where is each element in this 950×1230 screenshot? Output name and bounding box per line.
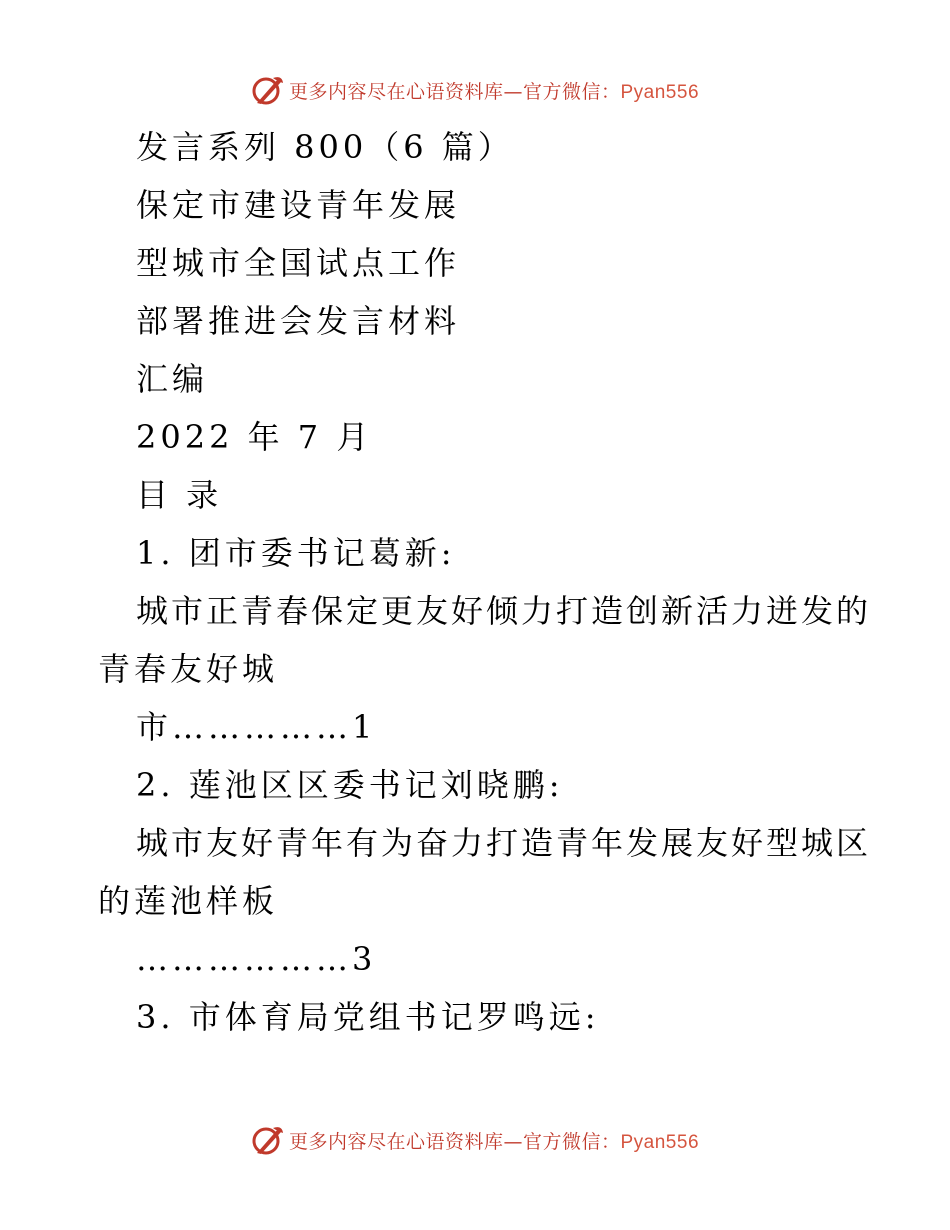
header-watermark — [0, 70, 950, 110]
series-title: 发言系列 800（6 篇） — [136, 128, 514, 166]
toc-entry-2-title: 城市友好青年有为奋力打造青年发展友好型城区 — [136, 824, 872, 862]
doc-date: 2022 年 7 月 — [136, 418, 373, 456]
toc-entry-1-heading: 1. 团市委书记葛新: — [136, 534, 456, 572]
doc-title-line-4: 汇编 — [136, 360, 209, 398]
footer-watermark — [0, 1120, 950, 1160]
doc-title-line-3: 部署推进会发言材料 — [136, 302, 461, 340]
quill-logo-icon — [251, 1123, 285, 1157]
toc-entry-2-heading: 2. 莲池区区委书记刘晓鹏: — [136, 766, 564, 804]
toc-entry-1-leader: 市……………1 — [136, 708, 377, 746]
watermark-text: 更多内容尽在心语资料库—官方微信：Pyan556 — [288, 80, 700, 103]
doc-title-line-1: 保定市建设青年发展 — [136, 186, 461, 224]
document-body — [98, 118, 872, 1046]
toc-entry-1-title-cont: 青春友好城 — [98, 650, 279, 688]
toc-entry-1-title: 城市正青春保定更友好倾力打造创新活力迸发的 — [136, 592, 872, 630]
quill-logo-icon — [251, 73, 285, 107]
toc-entry-2-title-cont: 的莲池样板 — [98, 882, 279, 920]
wechat-id: Pyan556 — [620, 1131, 700, 1153]
toc-heading: 目 录 — [136, 476, 223, 514]
doc-title-line-2: 型城市全国试点工作 — [136, 244, 461, 282]
toc-entry-3-heading: 3. 市体育局党组书记罗鸣远: — [136, 998, 600, 1036]
wechat-id: Pyan556 — [620, 81, 700, 103]
toc-entry-2-leader: ………………3 — [136, 940, 377, 978]
watermark-text: 更多内容尽在心语资料库—官方微信：Pyan556 — [288, 1130, 700, 1153]
